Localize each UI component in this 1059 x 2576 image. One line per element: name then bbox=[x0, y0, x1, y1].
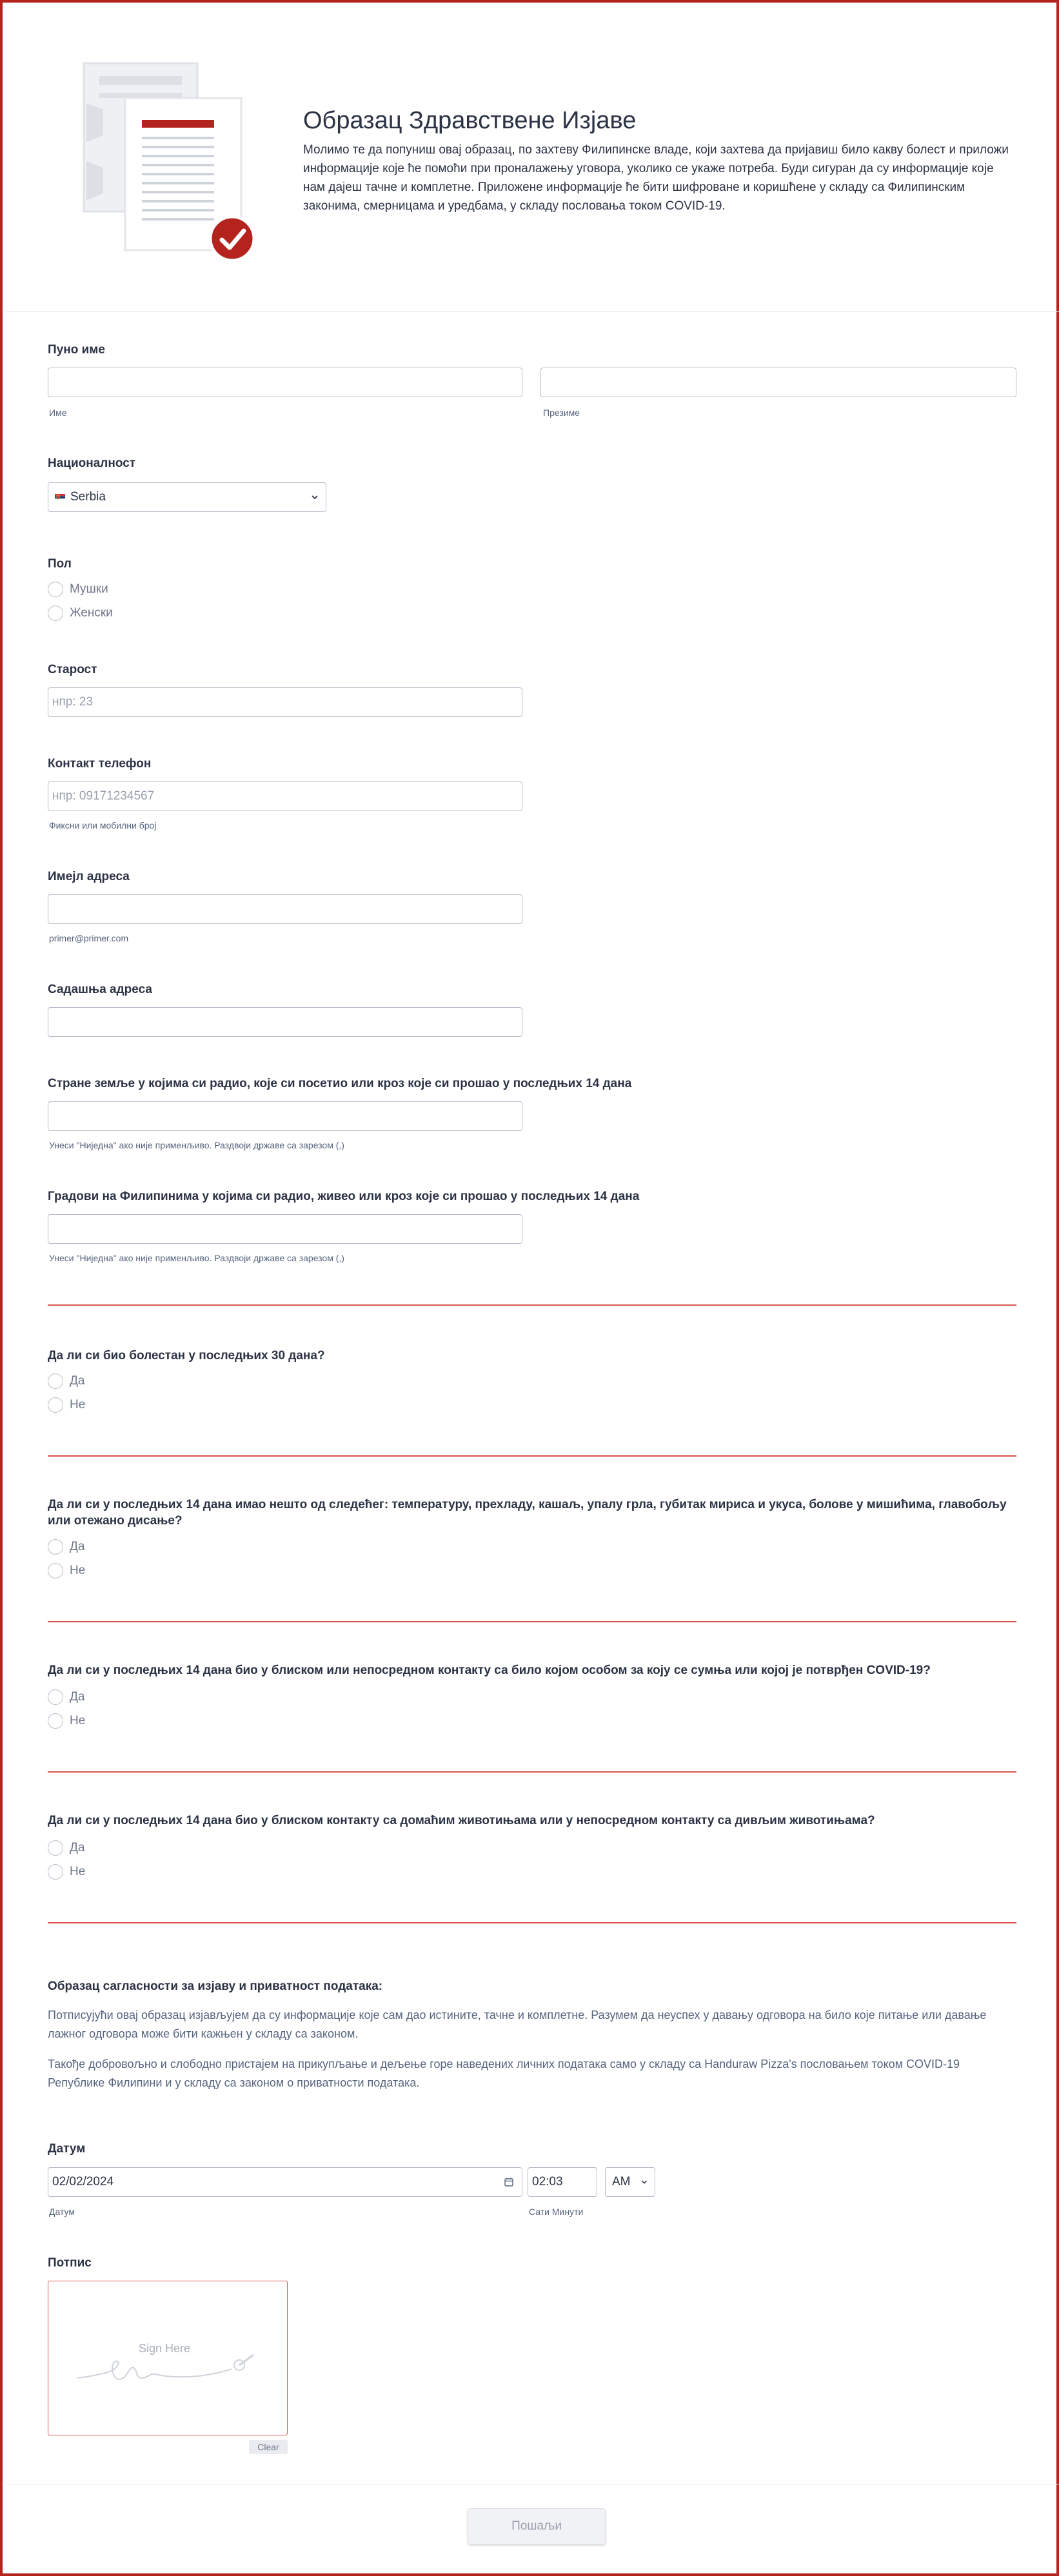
gender-label: Пол bbox=[48, 557, 72, 571]
signature-scribble-icon bbox=[74, 2346, 261, 2391]
date-value: 02/02/2024 bbox=[52, 2175, 114, 2188]
gender-option-label: Женски bbox=[70, 606, 113, 620]
cities-label: Градови на Филипинима у којима си радио, живео или кроз које си прошао у последњих 14 дана bbox=[48, 1190, 640, 1203]
nationality-label: Националност bbox=[48, 457, 136, 470]
radio-button[interactable] bbox=[48, 1373, 63, 1389]
phone-input[interactable]: нпр: 09171234567 bbox=[48, 782, 522, 811]
consent-title: Образац сагласности за изјаву и приватност података: bbox=[48, 1980, 383, 1993]
question-illness-30-days: Да ли си био болестан у последњих 30 дана? bbox=[48, 1349, 325, 1362]
document-check-icon bbox=[80, 58, 261, 264]
nationality-value: Serbia bbox=[70, 490, 106, 504]
option-label: Да bbox=[70, 1841, 85, 1854]
last-name-input[interactable] bbox=[540, 368, 1016, 397]
cities-input[interactable] bbox=[48, 1214, 522, 1244]
address-label: Садашња адреса bbox=[48, 983, 152, 996]
option-label: Не bbox=[70, 1398, 86, 1411]
countries-sublabel: Унеси "Ниједна" ако није применљиво. Раздвоји државе са зарезом (,) bbox=[49, 1140, 344, 1150]
signature-hint: Sign Here bbox=[139, 2342, 191, 2355]
age-label: Старост bbox=[48, 663, 97, 676]
first-name-input[interactable] bbox=[48, 368, 522, 397]
email-input[interactable] bbox=[48, 894, 522, 924]
gender-option-label: Мушки bbox=[70, 582, 108, 596]
time-input[interactable]: 02:03 bbox=[528, 2167, 597, 2197]
phone-sublabel: Фиксни или мобилни број bbox=[49, 820, 157, 831]
ampm-value: AM bbox=[612, 2175, 631, 2188]
q3-option-yes[interactable] bbox=[48, 1689, 84, 1705]
nationality-select[interactable] bbox=[48, 482, 326, 512]
q1-option-no[interactable] bbox=[48, 1397, 85, 1413]
gender-option-female[interactable] bbox=[48, 605, 113, 621]
question-covid-contact: Да ли си у последњих 14 дана био у блиском или непосредном контакту са било којом особом за коју се сумња или којој је потврђен COVID-19? bbox=[48, 1664, 931, 1677]
section-divider bbox=[48, 1304, 1016, 1306]
option-label: Не bbox=[70, 1564, 86, 1577]
option-label: Не bbox=[70, 1865, 86, 1878]
countries-input[interactable] bbox=[48, 1101, 522, 1131]
page-title: Образац Здравствене Изјаве bbox=[303, 107, 637, 134]
countries-label: Стране земље у којима си радио, које си посетио или кроз које си прошао у последњих 14 дана bbox=[48, 1077, 632, 1090]
form-description: Молимо те да попуниш овај образац, по захтеву Филипинске владе, који захтева да пријавиш било какву болест и приложи информације које ће помоћи при проналажењу уговора, уколико се укаже потреба. Буди сигуран да су информације које нам дајеш тачне и комплетне. Приложене информације ће бити шифроване и коришћене у складу са Филипинским законима, смерницама и уредбама, у складу пословања током COVID-19. bbox=[303, 143, 1009, 213]
address-input[interactable] bbox=[48, 1007, 522, 1037]
consent-paragraph-1: Потписујући овај образац изјављујем да су информације које сам дао истините, тачне и комплетне. Разумем да неуспех у давању одговора на било које питање или давање лажног одговора може бити кажњен у складу са законом. bbox=[48, 2009, 987, 2040]
date-label: Датум bbox=[48, 2142, 86, 2156]
option-label: Да bbox=[70, 1540, 85, 1553]
section-divider bbox=[48, 1621, 1016, 1622]
radio-button[interactable] bbox=[48, 582, 63, 597]
radio-button[interactable] bbox=[48, 1689, 63, 1705]
option-label: Да bbox=[70, 1374, 85, 1388]
clear-signature-button[interactable]: Clear bbox=[249, 2440, 288, 2454]
first-name-sublabel: Име bbox=[49, 408, 67, 418]
section-divider bbox=[48, 1455, 1016, 1457]
q3-option-no[interactable] bbox=[48, 1713, 85, 1729]
option-label: Да bbox=[70, 1690, 85, 1704]
q1-option-yes[interactable] bbox=[48, 1373, 84, 1389]
radio-button[interactable] bbox=[48, 605, 63, 621]
last-name-sublabel: Презиме bbox=[543, 408, 580, 418]
serbia-flag-icon bbox=[55, 494, 65, 501]
age-input[interactable]: нпр: 23 bbox=[48, 687, 522, 717]
section-divider bbox=[48, 1922, 1016, 1923]
chevron-down-icon bbox=[640, 2178, 648, 2186]
q2-option-yes[interactable] bbox=[48, 1539, 84, 1555]
time-sublabel: Сати Минути bbox=[529, 2207, 584, 2217]
q2-option-no[interactable] bbox=[48, 1563, 85, 1578]
form-header bbox=[5, 5, 1059, 312]
ampm-select[interactable] bbox=[605, 2167, 655, 2197]
radio-button[interactable] bbox=[48, 1397, 63, 1413]
submit-button[interactable]: Пошаљи bbox=[468, 2508, 606, 2544]
date-input[interactable] bbox=[48, 2167, 522, 2197]
radio-button[interactable] bbox=[48, 1864, 63, 1880]
chevron-down-icon bbox=[310, 493, 319, 502]
email-sublabel: primer@primer.com bbox=[49, 933, 129, 943]
question-animal-contact: Да ли си у последњих 14 дана био у блиском контакту са домаћим животињама или у непосредном контакту са дивљим животињама? bbox=[48, 1814, 875, 1827]
option-label: Не bbox=[70, 1714, 86, 1727]
section-divider bbox=[48, 1771, 1016, 1773]
signature-pad[interactable] bbox=[48, 2281, 288, 2435]
full-name-label: Пуно име bbox=[48, 343, 105, 357]
q4-option-no[interactable] bbox=[48, 1864, 85, 1880]
gender-option-male[interactable] bbox=[48, 582, 108, 597]
question-symptoms-14-days: Да ли си у последњих 14 дана имао нешто од следећег: температуру, прехладу, кашаљ, упалу грла, губитак мириса и укуса, болове у мишићима, главобољу или отежано дисање? bbox=[48, 1498, 1007, 1528]
calendar-icon[interactable] bbox=[504, 2177, 514, 2187]
radio-button[interactable] bbox=[48, 1563, 63, 1578]
radio-button[interactable] bbox=[48, 1713, 63, 1729]
consent-paragraph-2: Такође добровољно и слободно пристајем на прикупљање и дељење горе наведених личних података само у складу са Handuraw Pizza's пословањем током COVID-19 Републике Филипини и у складу са законом о приватности података. bbox=[48, 2058, 960, 2089]
date-sublabel: Датум bbox=[49, 2207, 75, 2217]
cities-sublabel: Унеси "Ниједна" ако није применљиво. Раздвоји државе са зарезом (,) bbox=[49, 1253, 344, 1263]
signature-label: Потпис bbox=[48, 2256, 92, 2270]
radio-button[interactable] bbox=[48, 1840, 63, 1856]
email-label: Имејл адреса bbox=[48, 870, 130, 883]
q4-option-yes[interactable] bbox=[48, 1840, 84, 1856]
phone-label: Контакт телефон bbox=[48, 757, 152, 771]
radio-button[interactable] bbox=[48, 1539, 63, 1555]
